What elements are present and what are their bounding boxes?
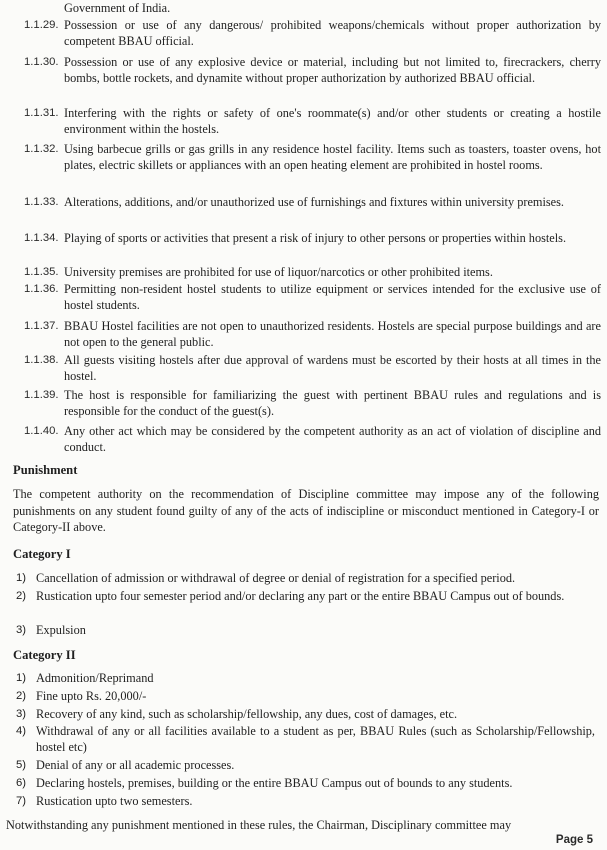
rule-number: 1.1.36. <box>24 283 59 295</box>
item-text: Rustication upto two semesters. <box>36 794 193 808</box>
rule-text: Playing of sports or activities that present a risk of injury to other persons or properties within hostels. <box>64 231 567 245</box>
rule-number: 1.1.39. <box>24 389 59 401</box>
rule-number: 1.1.29. <box>24 19 59 31</box>
item-number: 4) <box>16 725 27 737</box>
rule-number: 1.1.37. <box>24 320 59 332</box>
item-number: 7) <box>16 795 27 807</box>
rule-number: 1.1.31. <box>24 107 59 119</box>
item-number: 2) <box>16 690 27 702</box>
item-number: 1) <box>16 572 27 584</box>
item-number: 3) <box>16 708 27 720</box>
category-1-heading: Category I <box>13 547 71 561</box>
item-number: 6) <box>16 777 27 789</box>
punishment-heading: Punishment <box>13 463 78 477</box>
rule-text: Government of India. <box>64 1 171 15</box>
item-text: Declaring hostels, premises, building or the entire BBAU Campus out of bounds to any students. <box>36 776 513 790</box>
rule-text: Any other act which may be considered by the competent authority as an act of violation of discipline and conduct. <box>64 424 601 454</box>
rule-text: University premises are prohibited for use of liquor/narcotics or other prohibited items. <box>64 265 493 279</box>
rule-text: Interfering with the rights or safety of one's roommate(s) and/or other students or creating a hostile environment within the hostels. <box>64 106 601 136</box>
rule-text: Using barbecue grills or gas grills in any residence hostel facility. Items such as toasters, toaster ovens, hot plates, electric skillets or appliances with an open heating element are prohibited in hostel rooms. <box>64 142 601 172</box>
closing-paragraph: Notwithstanding any punishment mentioned in these rules, the Chairman, Disciplinary committee may <box>6 818 512 832</box>
item-number: 2) <box>16 590 27 602</box>
page-number: Page 5 <box>555 834 593 846</box>
rule-text: All guests visiting hostels after due approval of wardens must be escorted by their hosts at all times in the hostel. <box>64 353 601 383</box>
rule-text: BBAU Hostel facilities are not open to unauthorized residents. Hostels are special purpose buildings and are not open to the general public. <box>64 319 601 349</box>
rule-text: The host is responsible for familiarizing the guest with pertinent BBAU rules and regulations and is responsible for the conduct of the guest(s). <box>64 388 601 418</box>
rule-text: Permitting non-resident hostel students to utilize equipment or services intended for the exclusive use of hostel students. <box>64 282 601 312</box>
item-text: Fine upto Rs. 20,000/- <box>36 689 147 703</box>
item-text: Recovery of any kind, such as scholarship/fellowship, any dues, cost of damages, etc. <box>36 707 458 721</box>
rule-number: 1.1.30. <box>24 56 59 68</box>
rule-text: Alterations, additions, and/or unauthorized use of furnishings and fixtures within university premises. <box>64 195 564 209</box>
item-number: 3) <box>16 624 27 636</box>
item-number: 5) <box>16 759 27 771</box>
punishment-intro: The competent authority on the recommendation of Discipline committee may impose any of the following punishments on any student found guilty of any of the acts of indiscipline or misconduct mentioned in Category-I or Category-II above. <box>13 487 599 534</box>
rule-number: 1.1.33. <box>24 196 59 208</box>
item-text: Admonition/Reprimand <box>36 671 154 685</box>
rule-number: 1.1.35. <box>24 266 59 278</box>
rule-number: 1.1.32. <box>24 143 59 155</box>
item-number: 1) <box>16 672 27 684</box>
rule-number: 1.1.40. <box>24 425 59 437</box>
item-text: Withdrawal of any or all facilities available to a student as per, BBAU Rules (such as Scholarship/Fellowship, hostel etc) <box>36 724 595 754</box>
item-text: Expulsion <box>36 623 86 637</box>
rule-number: 1.1.34. <box>24 232 59 244</box>
item-text: Denial of any or all academic processes. <box>36 758 235 772</box>
rule-text: Possession or use of any explosive device or material, including but not limited to, firecrackers, cherry bombs, bottle rockets, and dynamite without proper authorization by authorized BBAU official. <box>64 55 601 85</box>
item-text: Cancellation of admission or withdrawal of degree or denial of registration for a specified period. <box>36 571 516 585</box>
item-text: Rustication upto four semester period and/or declaring any part or the entire BBAU Campus out of bounds. <box>36 589 565 603</box>
category-2-heading: Category II <box>13 648 76 662</box>
rule-number: 1.1.38. <box>24 354 59 366</box>
rule-text: Possession or use of any dangerous/ prohibited weapons/chemicals without proper authorization by competent BBAU official. <box>64 18 601 48</box>
